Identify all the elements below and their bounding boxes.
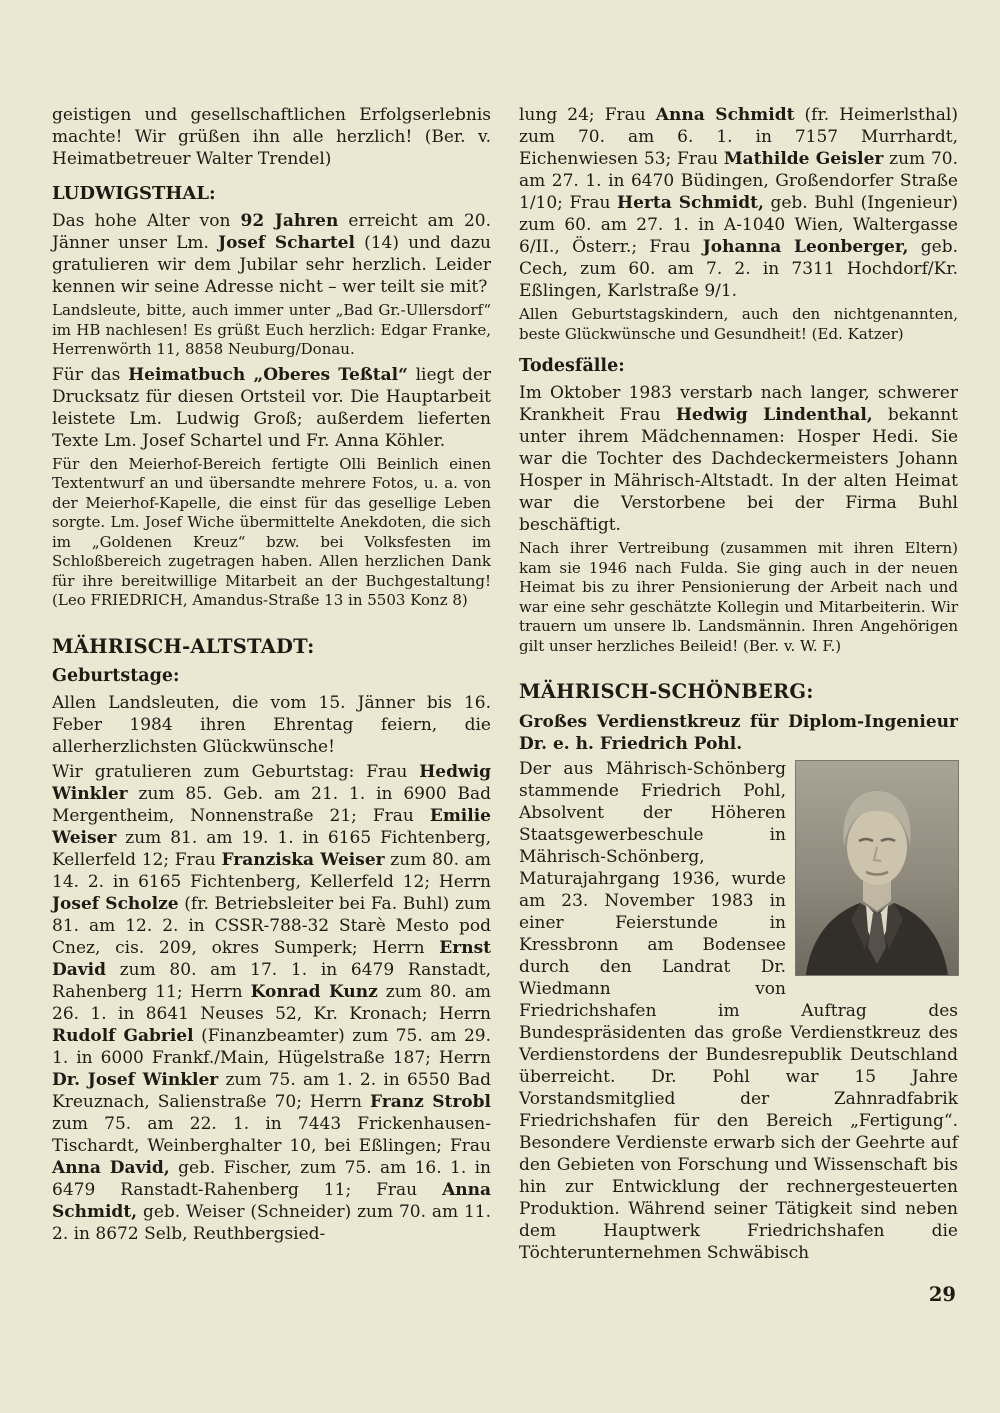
subheading-geburtstage: Geburtstage: — [52, 665, 180, 686]
birthday-list-continued-paragraph: lung 24; Frau Anna Schmidt (fr. Heimerlsthal) zum 70. am 6. 1. in 7157 Murrhardt, Eichenwiesen 53; Frau Mathilde Geisler zum 70. am 27. 1. in 6470 Büdingen, Großendorfer Straße 1/10; Frau Herta Schmidt, geb. Buhl (Ingenieur) zum 60. am 27. 1. in A-1040 Wien, Waltergasse 6/II., Österr.; Frau Johanna Leonberger, geb. Cech, zum 60. am 7. 2. in 7311 Hochdorf/Kr. Eßlingen, Karlstraße 9/1. — [519, 105, 958, 301]
jubilar-paragraph: Das hohe Alter von 92 Jahren erreicht am 20. Jänner unser Lm. Josef Schartel (14) und dazu gratulieren wir dem Jubilar sehr herzlich. Leider kennen wir seine Adresse nicht – wer teilt sie mit? — [52, 211, 492, 297]
meierhof-note: Für den Meierhof-Bereich fertigte Olli Beinlich einen Textentwurf an und übersandte mehrere Fotos, u. a. von der Meierhof-Kapelle, die einst für das gesellige Leben sorgte. Lm. Josef Wiche übermittelte Anekdoten, die sich im „Goldenen Kreuz“ bzw. bei Volksfesten im Schloßbereich zugetragen haben. Allen herzlichen Dank für ihre bereitwillige Mitarbeit an der Buchgestaltung! (Leo FRIEDRICH, Amandus-Straße 13 in 5503 Konz 8) — [52, 454, 491, 609]
continuation-paragraph: geistigen und gesellschaftlichen Erfolgserlebnis machte! Wir grüßen ihn alle herzlich! (Ber. v. Heimatbetreuer Walter Trendel) — [52, 105, 491, 169]
heimatbuch-paragraph: Für das Heimatbuch „Oberes Teßtal“ liegt der Drucksatz für diesen Ortsteil vor. Die Hauptarbeit leistete Lm. Ludwig Groß; außerdem lieferten Texte Lm. Josef Schartel und Fr. Anna Köhler. — [52, 364, 492, 451]
page-number: 29 — [928, 1283, 956, 1306]
two-column-layout — [52, 104, 958, 1306]
landsleute-note: Landsleute, bitte, auch immer unter „Bad Gr.-Ullersdorf“ im HB nachlesen! Es grüßt Euch herzlich: Edgar Franke, Herrenwörth 11, 8858 Neuburg/Donau. — [52, 301, 491, 358]
birthday-intro-paragraph: Allen Landsleuten, die vom 15. Jänner bis 16. Feber 1984 ihren Ehrentag feiern, die allerherzlichsten Glückwünsche! — [52, 692, 491, 757]
left-column — [52, 104, 491, 1306]
section-heading-ludwigsthal: LUDWIGSTHAL: — [52, 183, 216, 204]
portrait-photo-image — [796, 761, 958, 975]
section-heading-maehrisch-schoenberg: MÄHRISCH-SCHÖNBERG: — [519, 680, 814, 703]
birthday-wishes-note: Allen Geburtstagskindern, auch den nichtgenannten, beste Glückwünsche und Gesundheit! (Ed. Katzer) — [519, 305, 958, 343]
obituary-paragraph: Im Oktober 1983 verstarb nach langer, schwerer Krankheit Frau Hedwig Lindenthal, bekannt unter ihrem Mädchennamen: Hosper Hedi. Sie war die Tochter des Dachdeckermeisters Johann Hosper in Mährisch-Altstadt. In der alten Heimat war die Verstorbene bei der Firma Buhl beschäftigt. — [519, 383, 958, 535]
right-column — [519, 104, 958, 1306]
pohl-article-paragraph: Der aus Mährisch-Schönberg stammende Friedrich Pohl, Absolvent der Höheren Staatsgewerbeschule in Mährisch-Schönberg, Maturajahrgang 1936, wurde am 23. November 1983 in einer Feierstunde in Kressbronn am Bodensee durch den Landrat Dr. Wiedmann von Friedrichshafen im Auftrag des Bundespräsidenten das große Verdienstkreuz des Verdienstordens der Bundesrepublik Deutschland überreicht. Dr. Pohl war 15 Jahre Vorstandsmitglied der Zahnradfabrik Friedrichshafen für den Bereich „Fertigung“. Besondere Verdienste erwarb sich der Geehrte auf den Gebieten von Forschung und Wissenschaft bis hin zur Entwicklung der rechnergesteuerten Produktion. Während seiner Tätigkeit sind neben dem Hauptwerk Friedrichshafen die Töchterunternehmen Schwäbisch — [519, 759, 958, 1263]
portrait-photo — [796, 761, 958, 975]
birthday-list-paragraph: Wir gratulieren zum Geburtstag: Frau Hedwig Winkler zum 85. Geb. am 21. 1. in 6900 Bad Mergentheim, Nonnenstraße 21; Frau Emilie Weiser zum 81. am 19. 1. in 6165 Fichtenberg, Kellerfeld 12; Frau Franziska Weiser zum 80. am 14. 2. in 6165 Fichtenberg, Kellerfeld 12; Herrn Josef Scholze (fr. Betriebsleiter bei Fa. Buhl) zum 81. am 12. 2. in CSSR-788-32 Starè Mesto pod Cnez, cis. 209, okres Sumperk; Herrn Ernst David zum 80. am 17. 1. in 6479 Ranstadt, Rahenberg 11; Herrn Konrad Kunz zum 80. am 26. 1. in 8641 Neuses 52, Kr. Kronach; Herrn Rudolf Gabriel (Finanzbeamter) zum 75. am 29. 1. in 6000 Frankf./Main, Hügelstraße 187; Herrn Dr. Josef Winkler zum 75. am 1. 2. in 6550 Bad Kreuznach, Salienstraße 70; Herrn Franz Strobl zum 75. am 22. 1. in 7443 Frickenhausen-Tischardt, Weinberghalter 10, bei Eßlingen; Frau Anna David, geb. Fischer, zum 75. am 16. 1. in 6479 Ranstadt-Rahenberg 11; Frau Anna Schmidt, geb. Weiser (Schneider) zum 70. am 11. 2. in 8672 Selb, Reuthbergsied- — [52, 761, 492, 1244]
pohl-article — [519, 758, 958, 1267]
verdienstkreuz-lead: Großes Verdienstkreuz für Diplom-Ingenieur Dr. e. h. Friedrich Pohl. — [519, 712, 958, 754]
obituary-note: Nach ihrer Vertreibung (zusammen mit ihren Eltern) kam sie 1946 nach Fulda. Sie ging auch in der neuen Heimat bis zu ihrer Pensionierung der Arbeit nach und war eine sehr geschätzte Kollegin und Mitarbeiterin. Wir trauern um unsere lb. Landsmännin. Ihren Angehörigen gilt unser herzliches Beileid! (Ber. v. W. F.) — [519, 539, 958, 655]
section-heading-maehrisch-altstadt: MÄHRISCH-ALTSTADT: — [52, 634, 315, 658]
subheading-todesfaelle: Todesfälle: — [519, 356, 625, 376]
